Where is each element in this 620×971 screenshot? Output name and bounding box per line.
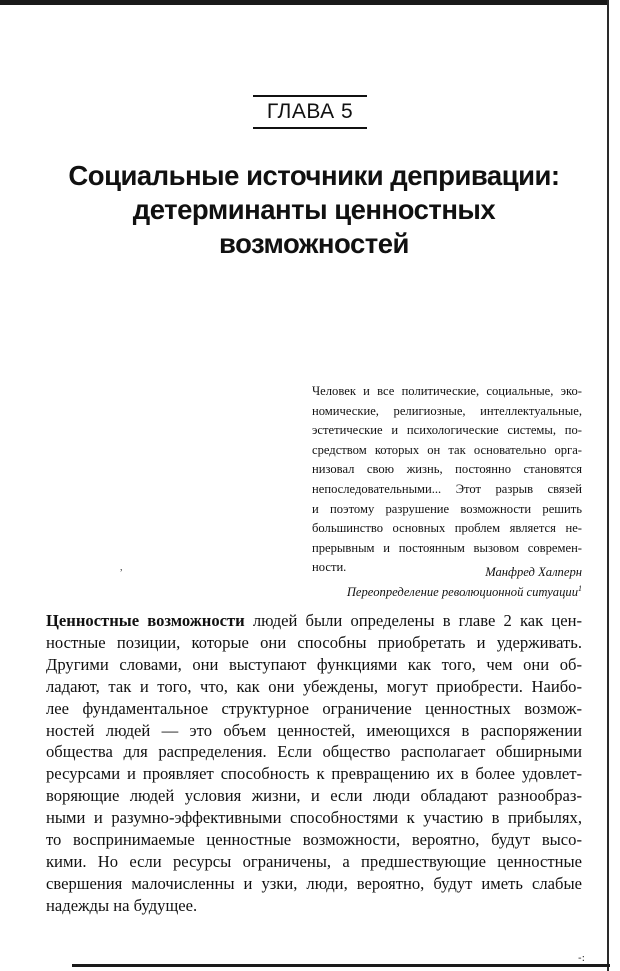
epigraph-line: номические, религиозные, интеллектуальные,: [312, 403, 582, 418]
body-line: лее фундаментальное структурное ограничение ценностных возмож-: [46, 698, 582, 718]
bottom-rule: [72, 964, 610, 967]
chapter-label: ГЛАВА 5: [253, 95, 367, 129]
chapter-title-line: детерминанты ценностных: [132, 194, 496, 225]
epigraph-line: прерывным и постоянным вызовом современ-: [312, 540, 582, 555]
epigraph-line: низовал свою жизнь, постоянно становятся: [312, 462, 582, 477]
body-paragraph: [46, 610, 582, 917]
epigraph-source: [290, 583, 582, 603]
body-line: ными и разумно-эффективными способностями к участию в прибылях,: [46, 808, 582, 828]
body-line: [46, 610, 582, 632]
epigraph-line: непоследовательными... Этот разрыв связей: [312, 481, 582, 496]
epigraph: [312, 382, 582, 578]
body-line: воряющие людей условия жизни, и если люди обладают разнообраз-: [46, 786, 582, 806]
epigraph-attribution: [290, 563, 582, 602]
footnote-ref: 1: [578, 583, 582, 593]
chapter-title-line: возможностей: [219, 228, 409, 259]
epigraph-line: эстетические и психологические системы, по-: [312, 423, 582, 438]
body-line: ностные позиции, которые они способны приобретать и удерживать.: [46, 632, 582, 652]
scan-speck: ,: [120, 562, 123, 573]
body-line: кими. Но если ресурсы ограничены, а предшествующие ценностные: [46, 851, 582, 871]
body-line: то воспринимаемые ценностные возможности, вероятно, будут высо-: [46, 830, 582, 850]
epigraph-source-title: Переопределение революционной ситуации: [346, 584, 578, 599]
body-line: ладают, так и того, что, как они убеждены, могут приобрести. Наибо-: [46, 676, 582, 696]
epigraph-line: и поэтому разрушение возможности решить: [312, 501, 582, 516]
body-line: надежды на будущее.: [46, 895, 198, 915]
epigraph-author: Манфред Халперн: [485, 565, 582, 579]
chapter-title: [40, 159, 588, 261]
body-line: свершения малочисленны и узки, люди, вероятно, будут иметь слабые: [46, 873, 582, 893]
epigraph-line: Человек и все политические, социальные, эко-: [312, 384, 582, 398]
body-line: Другими словами, они выступают функциями как того, чем они об-: [46, 654, 582, 674]
body-line: ностей людей — это объем ценностей, имеющихся в распоряжении: [46, 720, 582, 740]
body-line: общества для распределения. Если общество располагает обширными: [46, 742, 582, 762]
scan-mark: -:: [578, 953, 585, 964]
chapter-title-line: Социальные источники депривации:: [68, 160, 560, 191]
page-edge: [607, 0, 609, 971]
epigraph-line: большинство основных проблем является не-: [312, 521, 582, 536]
epigraph-line: средством которых он так основательно орга-: [312, 442, 582, 457]
top-rule: [0, 0, 608, 5]
body-line: ресурсами и проявляет способность к превращению их в более удовлет-: [46, 764, 582, 784]
lead-term: Ценностные возможности: [46, 611, 245, 630]
epigraph-line: ности.: [312, 560, 347, 575]
body-line-rest: людей были определены в главе 2 как цен-: [244, 611, 582, 630]
